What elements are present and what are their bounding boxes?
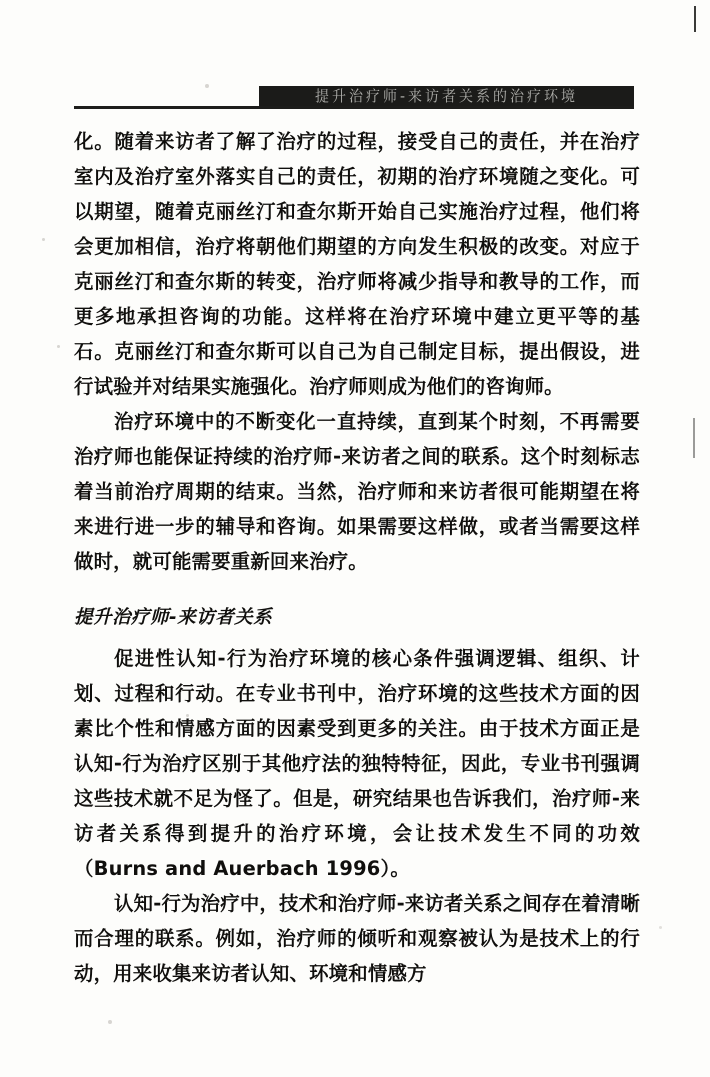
scan-speck bbox=[57, 345, 60, 348]
header-title-block bbox=[259, 86, 634, 106]
scan-edge-tick bbox=[694, 6, 696, 32]
section-heading: 提升治疗师-来访者关系 bbox=[74, 607, 273, 628]
paragraph-spacer bbox=[74, 579, 640, 587]
section-paragraph-1: 促进性认知-行为治疗环境的核心条件强调逻辑、组织、计划、过程和行动。在专业书刊中，治疗环境的这些技术方面的因素比个性和情感方面的因素受到更多的关注。由于技术方面正是认知-行为治疗区别于其他疗法的独特特征，因此，专业书刊强调这些技术就不足为怪了。但是，研究结果也告诉我们，治疗师-来访者关系得到提升的治疗环境，会让技术发生不同的功效（Burns and Auerbach 1996）。 bbox=[74, 647, 640, 880]
scan-edge-tick-lower bbox=[693, 418, 695, 458]
section-paragraph-2: 认知-行为治疗中，技术和治疗师-来访者关系之间存在着清晰而合理的联系。例如，治疗师的倾听和观察被认为是技术上的行动，用来收集来访者认知、环境和情感方 bbox=[74, 892, 640, 985]
header-title-text: 提升治疗师-来访者关系的治疗环境 bbox=[314, 88, 579, 106]
paragraph-continued: 化。随着来访者了解了治疗的过程，接受自己的责任，并在治疗室内及治疗室外落实自己的责任，初期的治疗环境随之变化。可以期望，随着克丽丝汀和查尔斯开始自己实施治疗过程，他们将会更加相信，治疗将朝他们期望的方向发生积极的改变。对应于克丽丝汀和查尔斯的转变，治疗师将减少指导和教导的工作，而更多地承担咨询的功能。这样将在治疗环境中建立更平等的基石。克丽丝汀和查尔斯可以自己为自己制定目标，提出假设，进行试验并对结果实施强化。治疗师则成为他们的咨询师。 bbox=[74, 130, 640, 398]
page-header bbox=[74, 86, 634, 110]
page-content bbox=[74, 124, 640, 991]
header-rule bbox=[74, 106, 634, 109]
paragraph-2: 治疗环境中的不断变化一直持续，直到某个时刻，不再需要治疗师也能保证持续的治疗师-来访者之间的联系。这个时刻标志着当前治疗周期的结束。当然，治疗师和来访者很可能期望在将来进行进一步的辅导和咨询。如果需要这样做，或者当需要这样做时，就可能需要重新回来治疗。 bbox=[74, 410, 640, 573]
scan-speck bbox=[42, 238, 45, 241]
scan-speck bbox=[108, 1020, 112, 1024]
scan-speck bbox=[659, 926, 662, 929]
